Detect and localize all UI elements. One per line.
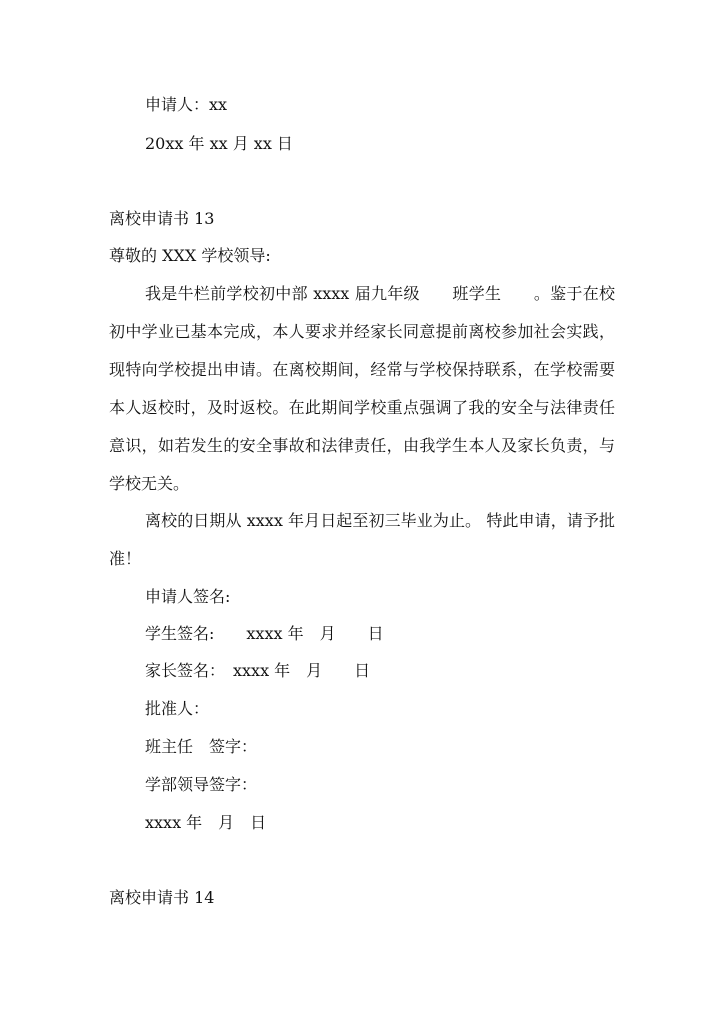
approver-label: 批准人：: [145, 699, 210, 718]
prev-date-line: 20xx 年 xx 月 xx 日: [145, 134, 293, 153]
approval-date-line: xxxx 年 月 日: [145, 813, 267, 832]
student-signature-line: 学生签名: xxxx 年 月 日: [145, 624, 384, 643]
letter-13-title: 离校申请书 13: [109, 209, 215, 228]
letter-13-body-paragraph-1: 我是牛栏前学校初中部 xxxx 届九年级 班学生 。鉴于在校初中学业已基本完成，本人要求并经家长同意提前离校参加社会实践，现特向学校提出申请。在离校期间，经常与学校保持联系，在学校需要本人返校时，及时返校。在此期间学校重点强调了我的安全与法律责任意识，如若发生的安全事故和法律责任，由我学生本人及家长负责，与学校无关。: [109, 284, 615, 493]
applicant-signature-label: 申请人签名:: [145, 587, 231, 606]
letter-13-salutation: 尊敬的 XXX 学校领导:: [109, 246, 271, 265]
letter-13-body-paragraph-2: 离校的日期从 xxxx 年月日起至初三毕业为止。 特此申请，请予批准！: [109, 511, 615, 568]
department-leader-signature-line: 学部领导签字：: [145, 775, 258, 794]
head-teacher-signature-line: 班主任 签字：: [145, 737, 258, 756]
prev-applicant-line: 申请人：xx: [145, 95, 228, 114]
parent-signature-line: 家长签名： xxxx 年 月 日: [145, 661, 371, 680]
letter-14-title: 离校申请书 14: [109, 888, 215, 907]
